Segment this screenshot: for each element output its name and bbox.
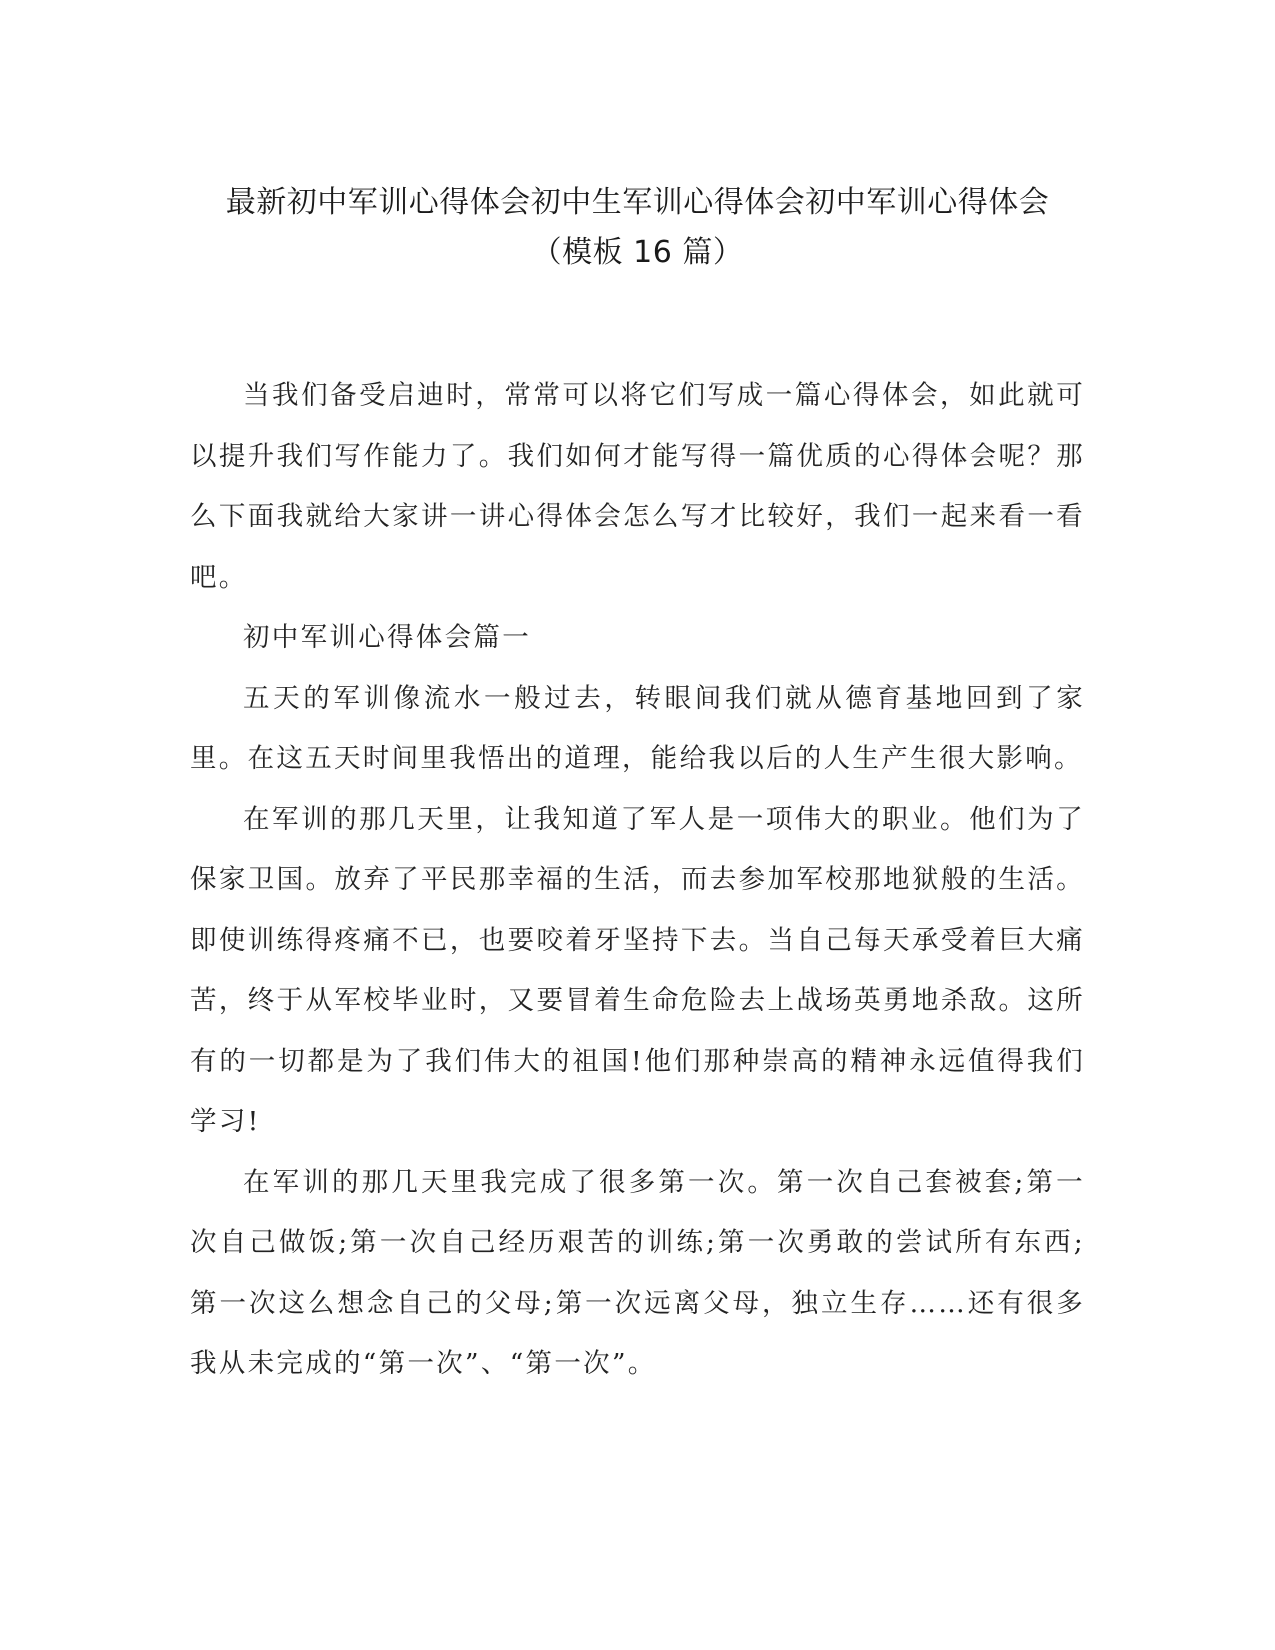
section-heading: 初中军训心得体会篇一 bbox=[243, 622, 531, 653]
title-line-2: （模板 16 篇） bbox=[531, 235, 744, 270]
document-title bbox=[150, 178, 1125, 278]
document-body bbox=[190, 366, 1085, 1395]
title-line-1: 最新初中军训心得体会初中生军训心得体会初中军训心得体会 bbox=[225, 185, 1050, 220]
paragraph: 在军训的那几天里我完成了很多第一次。第一次自己套被套;第一次自己做饭;第一次自己经历艰苦的训练;第一次勇敢的尝试所有东西;第一次这么想念自己的父母;第一次远离父母，独立生存……还有很多我从未完成的“第一次”、“第一次”。 bbox=[190, 1166, 1085, 1379]
paragraph-intro: 当我们备受启迪时，常常可以将它们写成一篇心得体会，如此就可以提升我们写作能力了。我们如何才能写得一篇优质的心得体会呢？那么下面我就给大家讲一讲心得体会怎么写才比较好，我们一起来看一看吧。 bbox=[190, 380, 1085, 593]
paragraph: 在军训的那几天里，让我知道了军人是一项伟大的职业。他们为了保家卫国。放弃了平民那幸福的生活，而去参加军校那地狱般的生活。即使训练得疼痛不已，也要咬着牙坚持下去。当自己每天承受着巨大痛苦，终于从军校毕业时，又要冒着生命危险去上战场英勇地杀敌。这所有的一切都是为了我们伟大的祖国!他们那种崇高的精神永远值得我们学习! bbox=[190, 803, 1085, 1137]
paragraph: 五天的军训像流水一般过去，转眼间我们就从德育基地回到了家里。在这五天时间里我悟出的道理，能给我以后的人生产生很大影响。 bbox=[190, 682, 1085, 774]
